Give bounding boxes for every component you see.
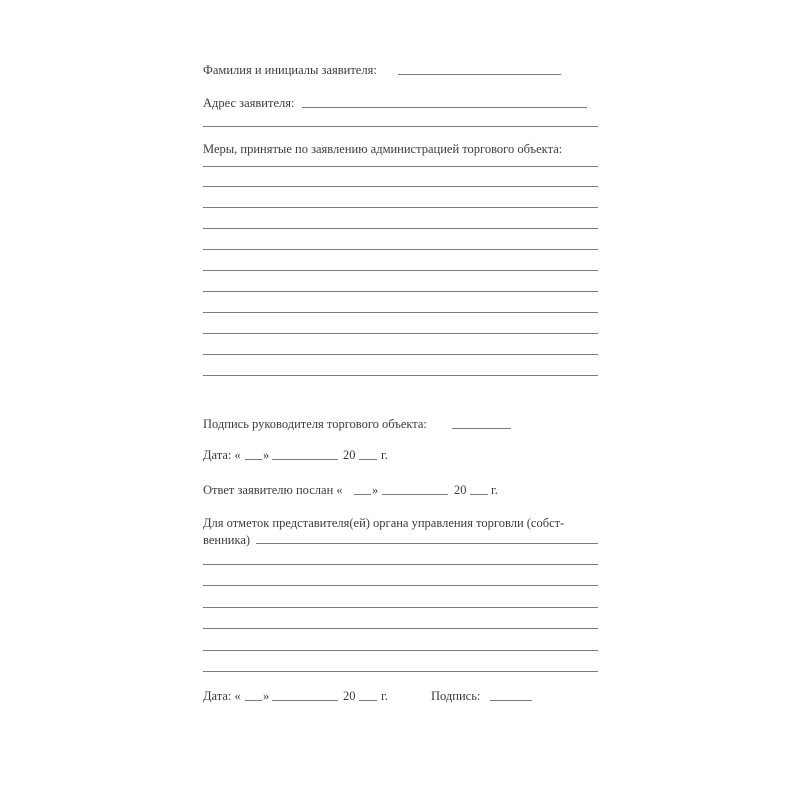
measures-line[interactable] (203, 333, 598, 334)
date2-quote-close: » (263, 689, 270, 703)
notes-line[interactable] (203, 585, 598, 586)
measures-line[interactable] (203, 207, 598, 208)
date2-day-line[interactable] (245, 700, 262, 701)
measures-line[interactable] (203, 228, 598, 229)
date-year-suffix: г. (381, 448, 388, 462)
signature-label: Подпись: (431, 689, 481, 703)
date2-year-line[interactable] (359, 700, 377, 701)
date-year-line[interactable] (359, 459, 377, 460)
measures-line[interactable] (203, 166, 598, 167)
notes-line[interactable] (203, 564, 598, 565)
measures-line[interactable] (203, 354, 598, 355)
notes-line[interactable] (203, 650, 598, 651)
manager-signature-label: Подпись руководителя торгового объекта: (203, 417, 427, 431)
applicant-name-line[interactable] (398, 74, 561, 75)
notes-label-line1: Для отметок представителя(ей) органа управления торговли (собст- (203, 516, 565, 530)
reply-month-line[interactable] (382, 494, 448, 495)
measures-line[interactable] (203, 375, 598, 376)
date2-month-line[interactable] (272, 700, 338, 701)
signature-line[interactable] (490, 700, 532, 701)
date2-label: Дата: « (203, 689, 241, 703)
measures-label: Меры, принятые по заявлению администрацией торгового объекта: (203, 142, 563, 156)
notes-line[interactable] (203, 671, 598, 672)
reply-year-line[interactable] (470, 494, 488, 495)
measures-line[interactable] (203, 312, 598, 313)
measures-line[interactable] (203, 186, 598, 187)
date-day-line[interactable] (245, 459, 262, 460)
manager-signature-line[interactable] (452, 428, 511, 429)
date2-year-suffix: г. (381, 689, 388, 703)
notes-line[interactable] (203, 607, 598, 608)
notes-line[interactable] (256, 543, 598, 544)
applicant-address-line[interactable] (302, 107, 587, 108)
notes-line[interactable] (203, 628, 598, 629)
reply-year-prefix: 20 (454, 483, 467, 497)
measures-line[interactable] (203, 291, 598, 292)
date-month-line[interactable] (272, 459, 338, 460)
applicant-address-line-2[interactable] (203, 126, 598, 127)
reply-day-line[interactable] (354, 494, 371, 495)
measures-line[interactable] (203, 270, 598, 271)
reply-quote-close: » (372, 483, 379, 497)
measures-line[interactable] (203, 249, 598, 250)
applicant-address-label: Адрес заявителя: (203, 96, 295, 110)
date-label: Дата: « (203, 448, 241, 462)
reply-year-suffix: г. (491, 483, 498, 497)
date-year-prefix: 20 (343, 448, 356, 462)
date2-year-prefix: 20 (343, 689, 356, 703)
applicant-name-label: Фамилия и инициалы заявителя: (203, 63, 377, 77)
date-quote-close: » (263, 448, 270, 462)
notes-label-line2: венника) (203, 533, 251, 547)
reply-sent-label: Ответ заявителю послан « (203, 483, 343, 497)
